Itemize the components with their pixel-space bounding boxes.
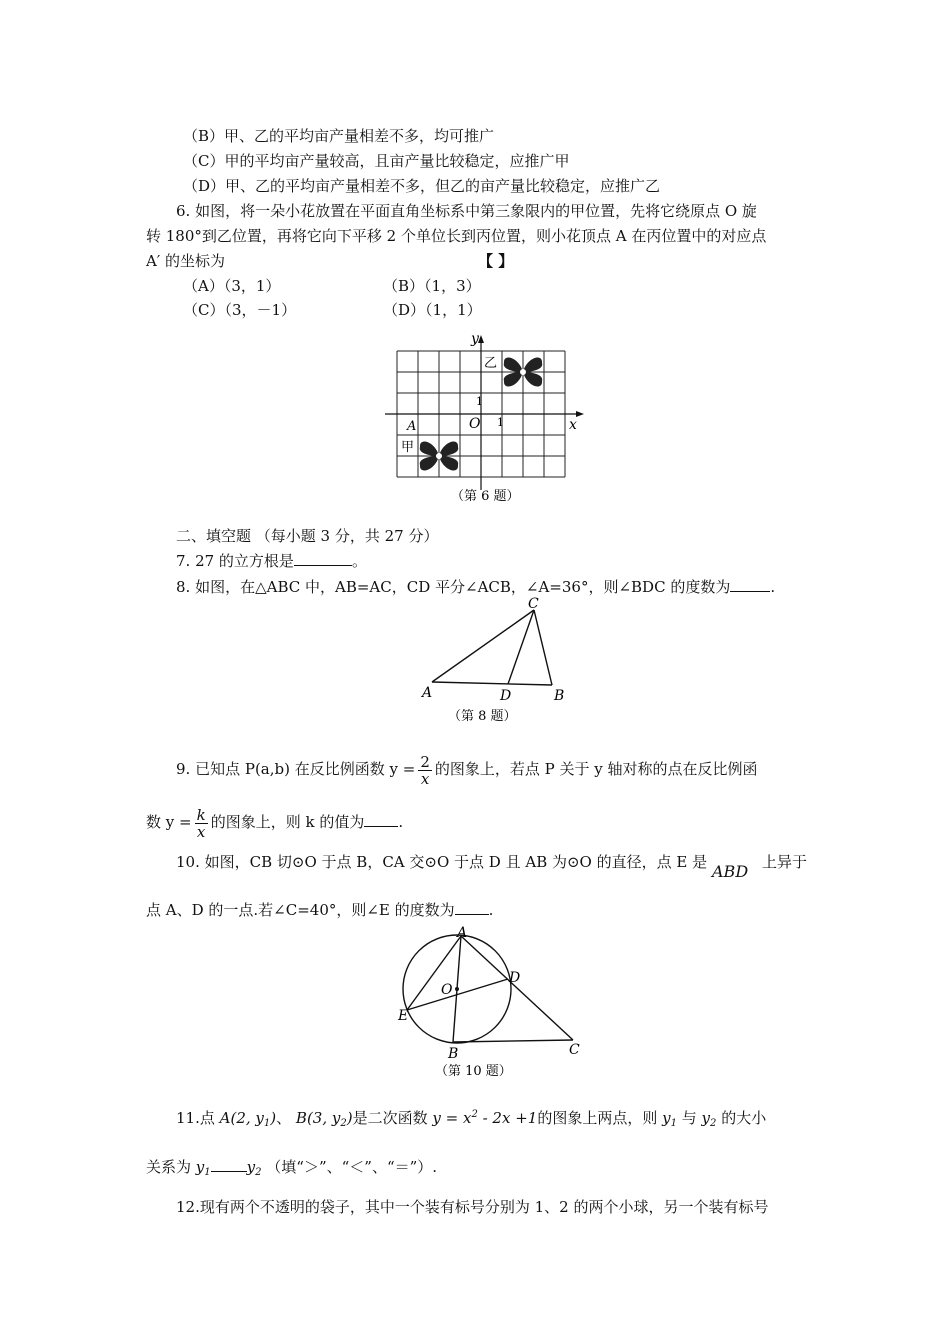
q11-and: 与 (681, 1109, 697, 1127)
q5-option-d: （D）甲、乙的平均亩产量相差不多，但乙的亩产量比较稳定，应推广乙 (183, 177, 661, 195)
q11-line2-pre: 关系为 (146, 1158, 192, 1176)
q9-line2-post: 的图象上，则 k 的值为 (210, 813, 365, 831)
q10-line2: 点 A、D 的一点.若∠C=40°，则∠E 的度数为 (146, 901, 455, 919)
figure8-caption: （第 8 题） (448, 709, 517, 724)
vertex-a-label: A (422, 685, 433, 701)
point-b-expression: B(3, $y_2$) (295, 1109, 353, 1129)
q11-pre: 11.点 (176, 1109, 215, 1127)
q9-part1: 9. 已知点 P(a,b) 在反比例函数 y = (176, 760, 416, 778)
q6-stem-line1: 6. 如图，将一朵小花放置在平面直角坐标系中第三象限内的甲位置，先将它绕原点 O 旋 (176, 202, 757, 220)
y1-symbol: $y_1$ (662, 1109, 677, 1129)
figure6-caption: （第 6 题） (451, 489, 520, 504)
x-axis-arrow-icon (576, 411, 584, 417)
q10-answer-blank (455, 900, 489, 915)
q10-arc-notation (712, 852, 748, 884)
point-a-expression: A(2, $y_1$) (219, 1109, 277, 1129)
q6-stem-line3: A′ 的坐标为 (146, 252, 226, 270)
q10-circle-figure (395, 924, 595, 1079)
side-ab (432, 682, 552, 685)
point-e-label: E (398, 1008, 409, 1024)
q10-line1: 10. 如图，CB 切⊙O 于点 B，CA 交⊙O 于点 D 且 AB 为⊙O 的直径，点 E 是 (176, 853, 708, 871)
q8-text: 8. 如图，在△ABC 中，AB=AC，CD 平分∠ACB，∠A=36°，则∠BDC 的度数为 (176, 578, 731, 596)
q6-answer-bracket: 【 】 (478, 252, 514, 270)
q8-answer-blank (730, 577, 770, 592)
quadratic-function: $y = x^2 - 2x +1$ (432, 1109, 538, 1127)
q6-option-c: （C）（3，－1） (183, 301, 297, 319)
q7-answer-blank (294, 551, 352, 566)
q5-option-b: （B）甲、乙的平均亩产量相差不多，均可推广 (183, 127, 495, 145)
y2-symbol: $y_2$ (701, 1109, 717, 1129)
q11-separator: 、 (276, 1109, 292, 1127)
q9-fraction-k-over-x: $\frac{k}{x}$ (196, 805, 206, 841)
q9-part2: 的图象上，若点 P 关于 y 轴对称的点在反比例函 (434, 760, 758, 778)
q8-stem (176, 577, 775, 597)
q9-tail: . (398, 813, 404, 831)
figure10-caption: （第 10 题） (435, 1064, 512, 1079)
q9-stem-line2 (146, 800, 403, 844)
y-axis-label: y (471, 331, 479, 347)
q11-post: 的图象上两点，则 (537, 1109, 658, 1127)
jia-label: 甲 (401, 440, 415, 455)
center-o-label: O (441, 982, 453, 998)
q11-post2: 的大小 (721, 1109, 767, 1127)
q9-line2-pre: 数 y = (146, 813, 192, 831)
q6-grid-figure (385, 325, 595, 510)
chord-ae (407, 936, 461, 1010)
x-unit-label: 1 (497, 416, 504, 429)
q12-stem: 12.现有两个不透明的袋子，其中一个装有标号分别为 1、2 的两个小球，另一个装有标号 (176, 1198, 769, 1216)
q6-option-d: （D）（1，1） (383, 301, 482, 319)
q10-tail: . (488, 901, 494, 919)
q6-option-a: （A）（3，1） (183, 277, 281, 295)
point-d-label: D (500, 688, 512, 704)
q6-stem-line2: 转 180°到乙位置，再将它向下平移 2 个单位长到丙位置，则小花顶点 A 在丙位置中的对应点 (146, 227, 767, 245)
point-a-label: A (457, 925, 468, 941)
yi-label: 乙 (484, 356, 498, 371)
q9-fraction-2-over-x: $\frac{2}{x}$ (420, 752, 430, 788)
q11-stem-line2 (146, 1152, 437, 1182)
q5-option-c: （C）甲的平均亩产量较高，且亩产量比较稳定，应推广甲 (183, 152, 570, 170)
center-dot (455, 987, 459, 991)
q11-line2-post: （填“＞”、“＜”、“＝”）. (266, 1158, 438, 1176)
origin-label: O (469, 416, 481, 432)
point-a-label: A (407, 419, 417, 434)
q11-mid: 是二次函数 (352, 1109, 428, 1127)
q7-text: 7. 27 的立方根是 (176, 552, 294, 570)
q8-triangle-figure (418, 596, 578, 728)
y1-symbol: $y_1$ (195, 1158, 211, 1178)
q11-answer-blank (211, 1157, 247, 1172)
q7-stem (176, 551, 367, 571)
q10-line1-tail: 上异于 (762, 853, 808, 871)
point-c-label: C (569, 1042, 580, 1058)
side-ac (432, 610, 534, 682)
q8-tail: . (770, 578, 776, 596)
vertex-c-label: C (528, 596, 539, 612)
y2-symbol: $y_2$ (246, 1158, 262, 1178)
side-cb (534, 610, 552, 685)
point-b-label: B (448, 1046, 459, 1062)
q9-stem-line1 (176, 747, 758, 791)
segment-cd (508, 610, 534, 684)
q11-stem-line1 (176, 1100, 766, 1130)
q6-option-b: （B）（1，3） (383, 277, 481, 295)
q10-stem-line2 (146, 900, 493, 920)
tangent-bc (453, 1040, 573, 1042)
arc-abd-label: ABD (712, 862, 749, 881)
x-axis-label: x (569, 417, 577, 433)
q7-tail: 。 (351, 552, 367, 570)
q10-stem-line1 (176, 852, 707, 872)
vertex-b-label: B (554, 688, 565, 704)
q9-answer-blank (364, 812, 398, 827)
section2-title: 二、填空题 （每小题 3 分，共 27 分） (176, 527, 439, 545)
y-unit-label: 1 (476, 395, 483, 408)
point-d-label: D (509, 970, 521, 986)
